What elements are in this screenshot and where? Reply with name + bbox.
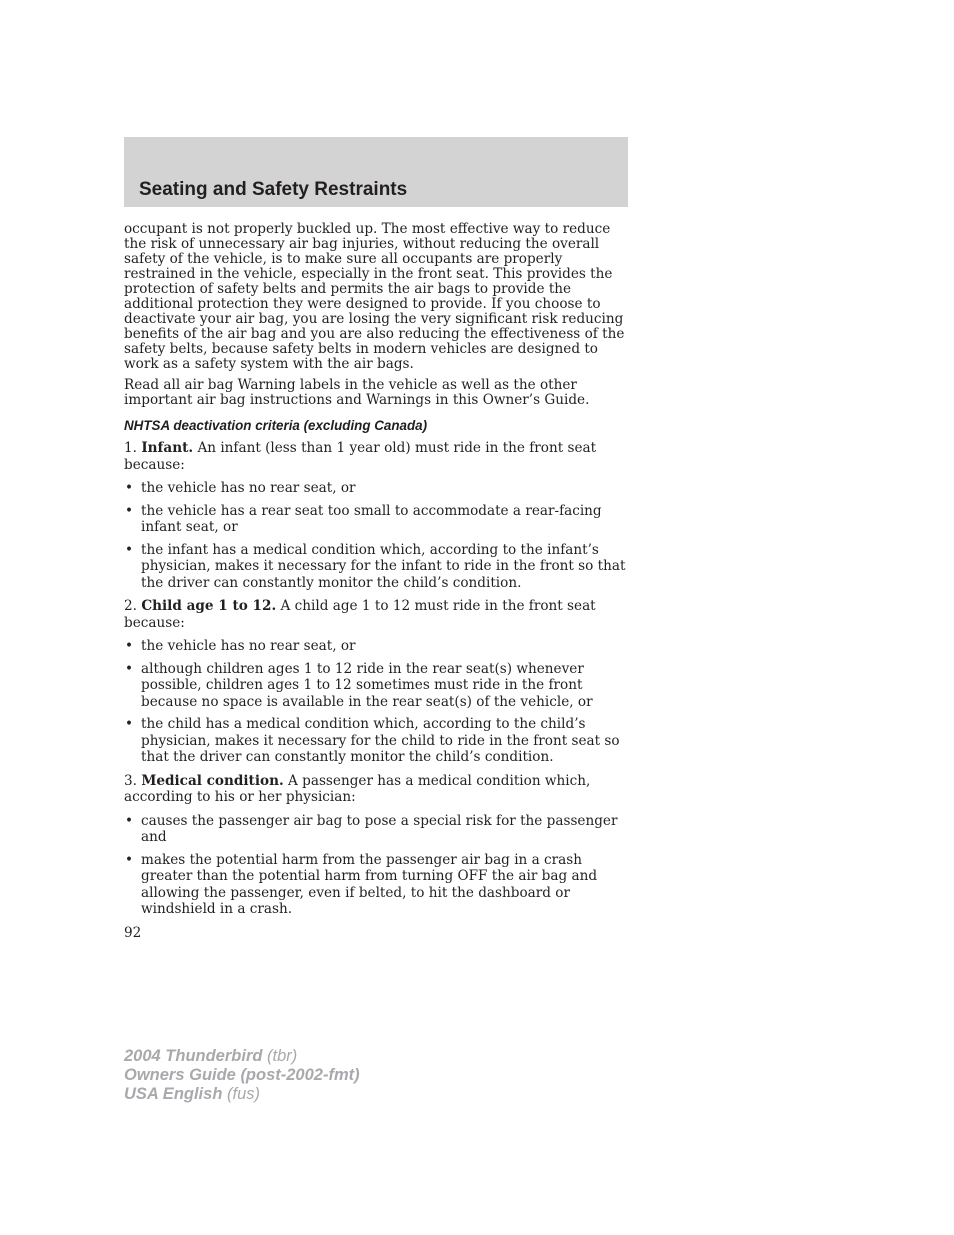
criterion-2-bullets [124, 638, 630, 766]
footer-guide: Owners Guide (post-2002-fmt) [124, 1066, 360, 1084]
bullet-icon: • [125, 812, 134, 829]
criterion-3-bullets [124, 813, 630, 918]
list-item-text: the vehicle has no rear seat, or [141, 638, 356, 654]
bullet-icon: • [125, 660, 134, 677]
list-item-text: makes the potential harm from the passenger air bag in a crash greater than the potential harm from turning OFF the air bag and allowing the passenger, even if belted, to hit the dashboard or windshield in a crash. [141, 851, 598, 917]
footer-line-3 [124, 1085, 360, 1104]
intro-paragraph-1: occupant is not properly buckled up. The most effective way to reduce the risk of unnecessary air bag injuries, without reducing the overall safety of the vehicle, is to make sure all occupants are properly restrained in the vehicle, especially in the front seat. This provides the protection of safety belts and permits the air bags to provide the additional protection they were designed to provide. If you choose to deactivate your air bag, you are losing the very significant risk reducing benefits of the air bag and you are also reducing the effectiveness of the safety belts, because safety belts in modern vehicles are designed to work as a safety system with the air bags. [124, 221, 625, 372]
footer-model: 2004 Thunderbird [124, 1047, 263, 1065]
criterion-label: Medical condition. [141, 772, 284, 789]
footer-line-2 [124, 1066, 360, 1085]
bullet-icon: • [125, 851, 134, 868]
list-item [124, 542, 630, 592]
list-item [124, 716, 630, 766]
criterion-label: Child age 1 to 12. [141, 598, 277, 614]
list-item-text: the vehicle has no rear seat, or [141, 480, 356, 496]
page-number: 92 [124, 925, 142, 941]
footer-line-1 [124, 1047, 360, 1066]
bullet-icon: • [125, 638, 134, 654]
list-item-text: the vehicle has a rear seat too small to accommodate a rear-facing infant seat, or [141, 502, 602, 535]
criterion-text: An infant (less than 1 year old) must ride in the front seat because: [124, 440, 597, 473]
bullet-icon: • [125, 716, 134, 732]
list-item [124, 503, 630, 536]
criterion-text: A child age 1 to 12 must ride in the front seat because: [124, 598, 596, 631]
footer-language: USA English [124, 1085, 223, 1103]
bullet-icon: • [125, 502, 134, 519]
footer-model-code: (tbr) [267, 1047, 298, 1065]
body-column [124, 222, 630, 925]
list-item-text: although children ages 1 to 12 ride in the rear seat(s) whenever possible, children ages 1 to 12 sometimes must ride in the front because no space is available in the rear seat(s) of the vehicle, or [141, 660, 593, 710]
bullet-icon: • [125, 480, 134, 496]
criterion-1-bullets [124, 480, 630, 591]
criterion-number: 3. [124, 772, 137, 789]
criterion-label: Infant. [141, 440, 194, 456]
list-item-text: the child has a medical condition which, according to the child’s physician, makes it necessary for the child to ride in the front seat so that the driver can constantly monitor the child’s condition. [141, 716, 620, 765]
section-header-band [124, 137, 628, 207]
section-title: Seating and Safety Restraints [139, 179, 408, 200]
criterion-2 [124, 598, 630, 631]
list-item-text: the infant has a medical condition which, according to the infant’s physician, makes it necessary for the infant to ride in the front so that the driver can constantly monitor the child’s condition. [141, 541, 626, 591]
subheading: NHTSA deactivation criteria (excluding Canada) [124, 418, 428, 433]
list-item [124, 638, 630, 655]
list-item [124, 813, 630, 846]
list-item [124, 852, 630, 918]
criterion-text: A passenger has a medical condition which, according to his or her physician: [124, 772, 591, 805]
document-footer [124, 1047, 360, 1104]
footer-language-code: (fus) [227, 1085, 260, 1103]
intro-paragraph-2: Read all air bag Warning labels in the vehicle as well as the other important air bag instructions and Warnings in this Owner’s Guide. [124, 377, 590, 408]
list-item [124, 661, 630, 711]
bullet-icon: • [125, 541, 134, 558]
list-item-text: causes the passenger air bag to pose a special risk for the passenger and [141, 812, 618, 845]
criterion-3 [124, 773, 630, 806]
criterion-number: 1. [124, 440, 137, 456]
criterion-number: 2. [124, 598, 137, 614]
criterion-1 [124, 440, 630, 473]
list-item [124, 480, 630, 497]
